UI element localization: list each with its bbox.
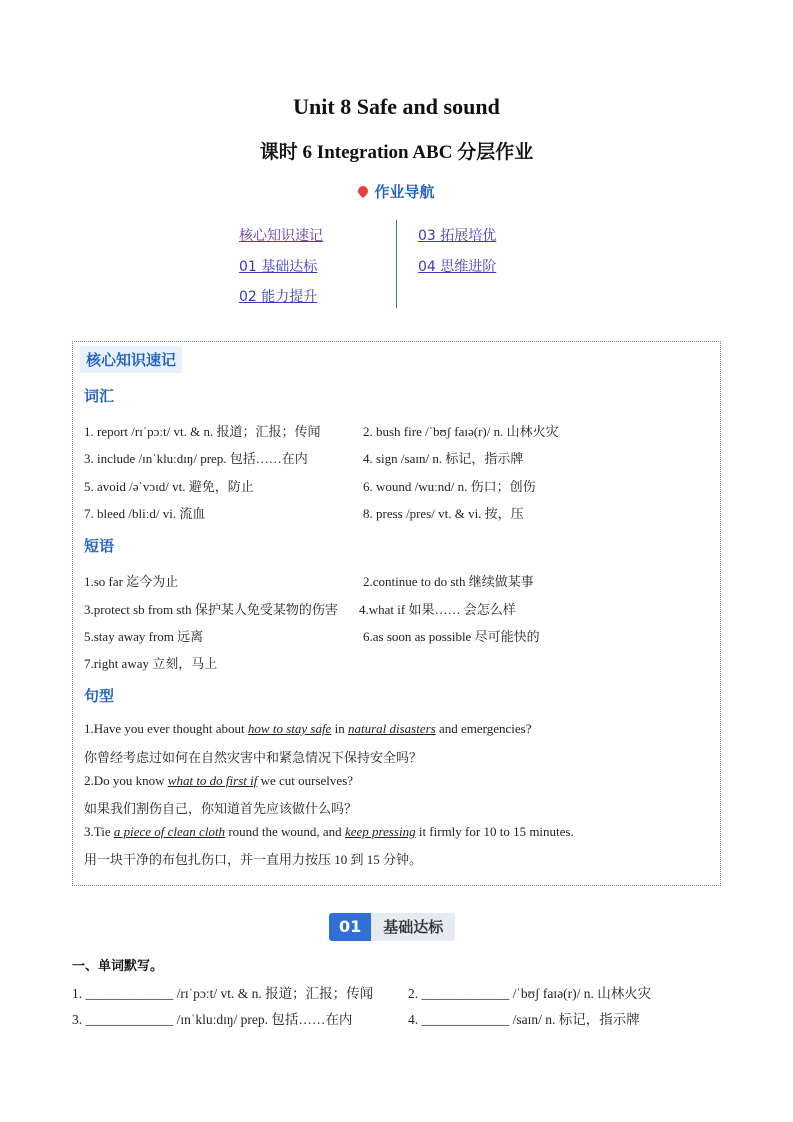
vocab-item: 1. report /rɪˈpɔːt/ vt. & n. 报道；汇报；传闻 — [84, 424, 321, 439]
nav-link-core[interactable]: 核心知识速记 — [239, 228, 323, 244]
phrase-item: 2.continue to do sth 继续做某事 — [363, 574, 534, 589]
phrase-item: 4.what if 如果…… 会怎么样 — [359, 602, 516, 617]
vocab-heading: 词汇 — [84, 387, 115, 405]
phrase-item: 5.stay away from 远离 — [84, 629, 204, 644]
question-item: 2. _____________ /ˈbʊʃ faɪə(r)/ n. 山林火灾 — [408, 986, 652, 1001]
nav-link-03[interactable]: 03 拓展培优 — [418, 228, 497, 244]
phrase-heading: 短语 — [84, 537, 115, 555]
sentence-1-cn: 你曾经考虑过如何在自然灾害中和紧急情况下保持安全吗？ — [84, 750, 423, 765]
vocab-item: 3. include /ɪnˈkluːdɪŋ/ prep. 包括……在内 — [84, 451, 308, 466]
vocab-item: 6. wound /wuːnd/ n. 伤口；创伤 — [363, 479, 536, 494]
section-label: 基础达标 — [371, 913, 455, 941]
page-subtitle: 课时 6 Integration ABC 分层作业 — [259, 142, 534, 163]
question-item: 1. _____________ /rɪˈpɔːt/ vt. & n. 报道；汇报；传闻 — [72, 986, 374, 1001]
section-01-badge — [329, 913, 455, 941]
sentence-2: 2.Do you know what to do first if we cut ourselves? — [84, 773, 354, 788]
section-number: 01 — [329, 913, 371, 941]
vocab-item: 8. press /pres/ vt. & vi. 按，压 — [363, 506, 524, 521]
question-item: 3. _____________ /ɪnˈkluːdɪŋ/ prep. 包括……在内 — [72, 1012, 353, 1027]
nav-heading-label: 作业导航 — [374, 183, 435, 201]
nav-link-04[interactable]: 04 思维进阶 — [418, 259, 497, 275]
question-heading: 一、单词默写。 — [72, 959, 164, 974]
question-item: 4. _____________ /saɪn/ n. 标记，指示牌 — [408, 1012, 640, 1027]
nav-link-02[interactable]: 02 能力提升 — [239, 289, 318, 305]
sentence-heading: 句型 — [84, 687, 115, 705]
core-knowledge-tag: 核心知识速记 — [80, 346, 182, 373]
phrase-item: 3.protect sb from sth 保护某人免受某物的伤害 — [84, 602, 338, 617]
nav-divider — [396, 220, 397, 308]
phrase-item: 1.so far 迄今为止 — [84, 574, 179, 589]
phrase-item: 7.right away 立刻，马上 — [84, 656, 218, 671]
sentence-3-cn: 用一块干净的布包扎伤口，并一直用力按压 10 到 15 分钟。 — [84, 852, 423, 867]
nav-heading — [0, 181, 793, 202]
phrase-item: 6.as soon as possible 尽可能快的 — [363, 629, 540, 644]
vocab-item: 2. bush fire /ˈbʊʃ faɪə(r)/ n. 山林火灾 — [363, 424, 559, 439]
sentence-1: 1.Have you ever thought about how to stay safe in natural disasters and emergencies? — [84, 721, 532, 736]
page-title: Unit 8 Safe and sound — [293, 94, 500, 119]
vocab-item: 5. avoid /əˈvɔɪd/ vt. 避免，防止 — [84, 479, 254, 494]
sentence-2-cn: 如果我们割伤自己，你知道首先应该做什么吗？ — [84, 801, 358, 816]
location-pin-icon — [356, 184, 370, 198]
vocab-item: 4. sign /saɪn/ n. 标记，指示牌 — [363, 451, 524, 466]
nav-link-01[interactable]: 01 基础达标 — [239, 259, 318, 275]
sentence-3: 3.Tie a piece of clean cloth round the wound, and keep pressing it firmly for 10 to 15 minutes. — [84, 824, 574, 839]
vocab-item: 7. bleed /bliːd/ vi. 流血 — [84, 506, 206, 521]
